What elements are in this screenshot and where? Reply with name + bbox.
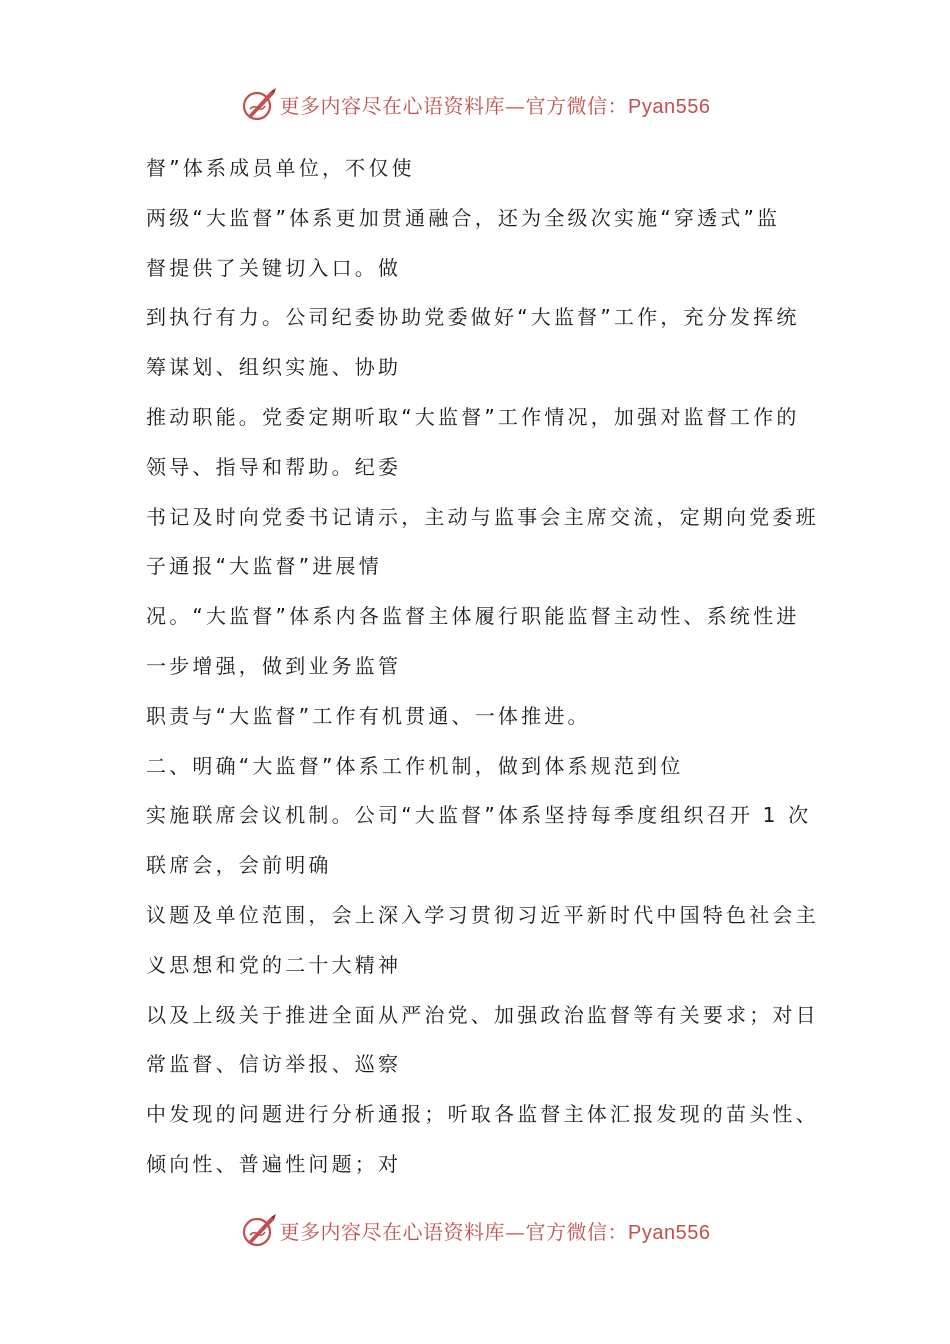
header-watermark [0,84,950,124]
text-line: 议题及单位范围，会上深入学习贯彻习近平新时代中国特色社会主 [146,902,819,927]
footer-watermark [0,1210,950,1250]
watermark-text: 更多内容尽在心语资料库—官方微信：Pyan556 [279,93,711,118]
text-line: 督”体系成员单位，不仅使 [146,156,415,180]
text-line: 到执行有力。公司纪委协助党委做好“大监督”工作，充分发挥统 [146,305,800,330]
section-heading: 二、明确“大监督”体系工作机制，做到体系规范到位 [146,753,684,778]
text-line: 一步增强，做到业务监管 [146,653,402,678]
text-line: 况。“大监督”体系内各监督主体履行职能监督主动性、系统性进 [146,604,800,629]
text-line: 实施联席会议机制。公司“大监督”体系坚持每季度组织召开 1 次 [146,803,812,828]
text-line: 职责与“大监督”工作有机贯通、一体推进。 [146,703,591,728]
text-line: 两级“大监督”体系更加贯通融合，还为全级次实施“穿透式”监 [146,205,781,230]
text-line: 领导、指导和帮助。纪委 [146,454,402,479]
text-line: 联席会，会前明确 [146,853,332,878]
text-line: 倾向性、普遍性问题；对 [146,1151,402,1176]
text-line: 义思想和党的二十大精神 [146,952,402,977]
text-line: 书记及时向党委书记请示，主动与监事会主席交流，定期向党委班 [146,504,819,529]
text-line: 推动职能。党委定期听取“大监督”工作情况，加强对监督工作的 [146,404,800,429]
quill-pen-seal-icon [240,85,278,123]
wechat-id: Pyan556 [628,1221,711,1244]
quill-pen-seal-icon [240,1211,278,1249]
text-line: 常监督、信访举报、巡察 [146,1052,402,1077]
text-line: 中发现的问题进行分析通报；听取各监督主体汇报发现的苗头性、 [146,1102,819,1127]
text-line: 筹谋划、组织实施、协助 [146,355,402,380]
text-line: 子通报“大监督”进展情 [146,554,382,579]
watermark-text: 更多内容尽在心语资料库—官方微信：Pyan556 [279,1219,711,1244]
document-body [146,144,826,1190]
wechat-id: Pyan556 [628,95,711,118]
text-line: 督提供了关键切入口。做 [146,255,402,280]
text-line: 以及上级关于推进全面从严治党、加强政治监督等有关要求；对日 [146,1002,819,1027]
